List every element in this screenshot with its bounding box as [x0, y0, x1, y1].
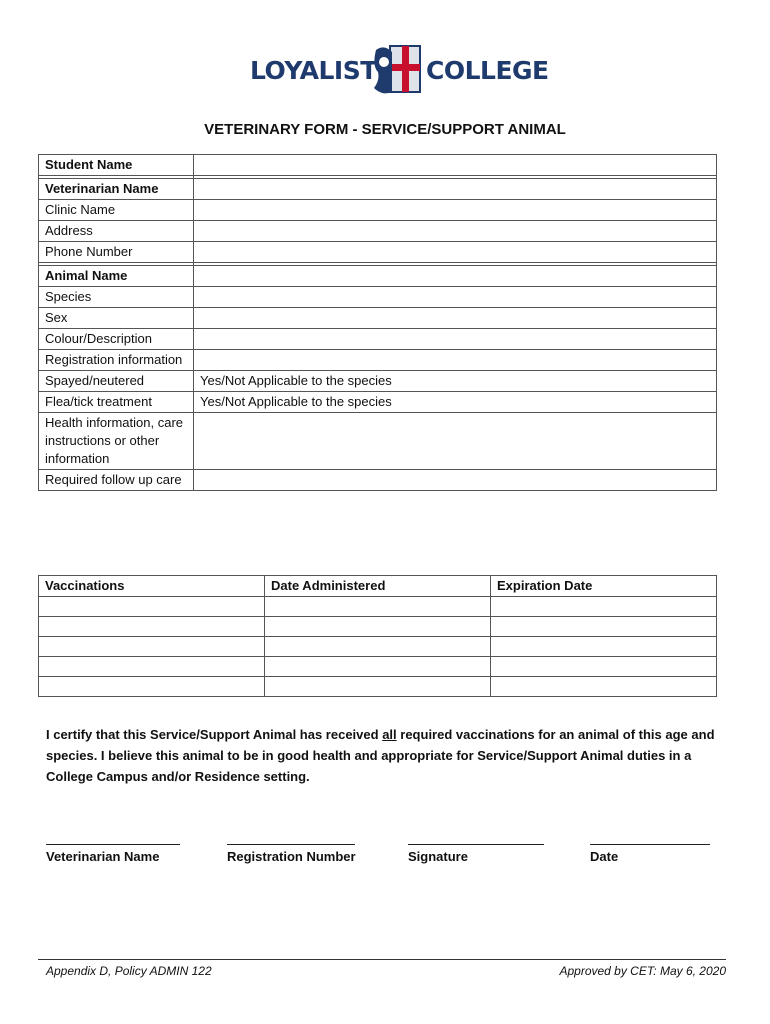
vaccination-cell[interactable]	[39, 657, 265, 677]
form-label: Flea/tick treatment	[39, 392, 194, 413]
vaccination-cell[interactable]	[265, 657, 491, 677]
form-row	[39, 266, 717, 287]
form-row	[39, 470, 717, 491]
vaccination-row	[39, 597, 717, 617]
vaccinations-header: Date Administered	[265, 576, 491, 597]
form-title: VETERINARY FORM - SERVICE/SUPPORT ANIMAL	[204, 121, 566, 138]
form-value-field[interactable]	[194, 350, 717, 371]
signature-registration-number[interactable]	[227, 834, 356, 864]
form-row	[39, 350, 717, 371]
form-value-field[interactable]	[194, 242, 717, 263]
sig-label: Signature	[408, 849, 468, 864]
form-label: Clinic Name	[39, 200, 194, 221]
form-label: Spayed/neutered	[39, 371, 194, 392]
form-label: Species	[39, 287, 194, 308]
form-value-field[interactable]	[194, 413, 717, 470]
vaccination-cell[interactable]	[39, 677, 265, 697]
vaccination-row	[39, 677, 717, 697]
sig-label: Veterinarian Name	[46, 849, 160, 864]
vaccination-cell[interactable]	[491, 617, 717, 637]
animal-info-table	[38, 154, 717, 491]
vaccination-row	[39, 617, 717, 637]
form-row	[39, 287, 717, 308]
vaccination-cell[interactable]	[491, 597, 717, 617]
form-label: Student Name	[39, 155, 194, 176]
vaccination-row	[39, 637, 717, 657]
vaccination-row	[39, 657, 717, 677]
form-value-field[interactable]	[194, 221, 717, 242]
crest-icon	[370, 42, 422, 98]
form-label: Phone Number	[39, 242, 194, 263]
form-value-field[interactable]	[194, 287, 717, 308]
cert-text-1: I certify that this Service/Support Animal has received	[46, 727, 383, 742]
form-row	[39, 329, 717, 350]
form-row	[39, 179, 717, 200]
footer-divider	[38, 959, 726, 960]
form-row	[39, 413, 717, 470]
form-label: Colour/Description	[39, 329, 194, 350]
form-label: Address	[39, 221, 194, 242]
form-row	[39, 200, 717, 221]
form-label: Health information, care instructions or other information	[39, 413, 194, 470]
vaccinations-header: Expiration Date	[491, 576, 717, 597]
form-value-field[interactable]	[194, 266, 717, 287]
vaccination-cell[interactable]	[491, 677, 717, 697]
vaccination-cell[interactable]	[39, 617, 265, 637]
form-row	[39, 392, 717, 413]
vaccination-cell[interactable]	[491, 657, 717, 677]
form-row	[39, 155, 717, 176]
vaccinations-header: Vaccinations	[39, 576, 265, 597]
footer-left: Appendix D, Policy ADMIN 122	[46, 964, 212, 978]
vaccination-cell[interactable]	[491, 637, 717, 657]
signature-date[interactable]	[590, 834, 710, 864]
cert-underlined: all	[382, 727, 397, 742]
sig-label: Date	[590, 849, 619, 864]
form-value-field[interactable]: Yes/Not Applicable to the species	[194, 392, 717, 413]
form-value-field[interactable]: Yes/Not Applicable to the species	[194, 371, 717, 392]
logo-right-text: COLLEGE	[426, 56, 549, 85]
form-label: Registration information	[39, 350, 194, 371]
vaccination-cell[interactable]	[39, 637, 265, 657]
vaccinations-table	[38, 575, 717, 697]
form-row	[39, 308, 717, 329]
signature-signature[interactable]	[408, 834, 544, 864]
vaccination-cell[interactable]	[39, 597, 265, 617]
college-logo	[250, 42, 549, 100]
sig-label: Registration Number	[227, 849, 356, 864]
vaccination-cell[interactable]	[265, 677, 491, 697]
vaccination-cell[interactable]	[265, 637, 491, 657]
cert-text-2: required vaccinations for an animal of this age and species. I believe this animal to be in good health and appropriate for Service/Support Animal duties in a College Campus and/or Residence setting.	[46, 727, 715, 784]
form-value-field[interactable]	[194, 155, 717, 176]
form-value-field[interactable]	[194, 470, 717, 491]
logo-left-text: LOYALIST	[250, 56, 377, 85]
footer-right: Approved by CET: May 6, 2020	[559, 964, 726, 978]
vaccination-cell[interactable]	[265, 597, 491, 617]
form-label: Required follow up care	[39, 470, 194, 491]
form-value-field[interactable]	[194, 179, 717, 200]
form-value-field[interactable]	[194, 200, 717, 221]
signature-veterinarian-name[interactable]	[46, 834, 180, 864]
form-label: Sex	[39, 308, 194, 329]
certification-statement	[46, 724, 736, 787]
form-label: Animal Name	[39, 266, 194, 287]
form-value-field[interactable]	[194, 329, 717, 350]
form-row	[39, 242, 717, 263]
form-row	[39, 221, 717, 242]
form-row	[39, 371, 717, 392]
form-label: Veterinarian Name	[39, 179, 194, 200]
vaccination-cell[interactable]	[265, 617, 491, 637]
vaccinations-header-row	[39, 576, 717, 597]
form-value-field[interactable]	[194, 308, 717, 329]
